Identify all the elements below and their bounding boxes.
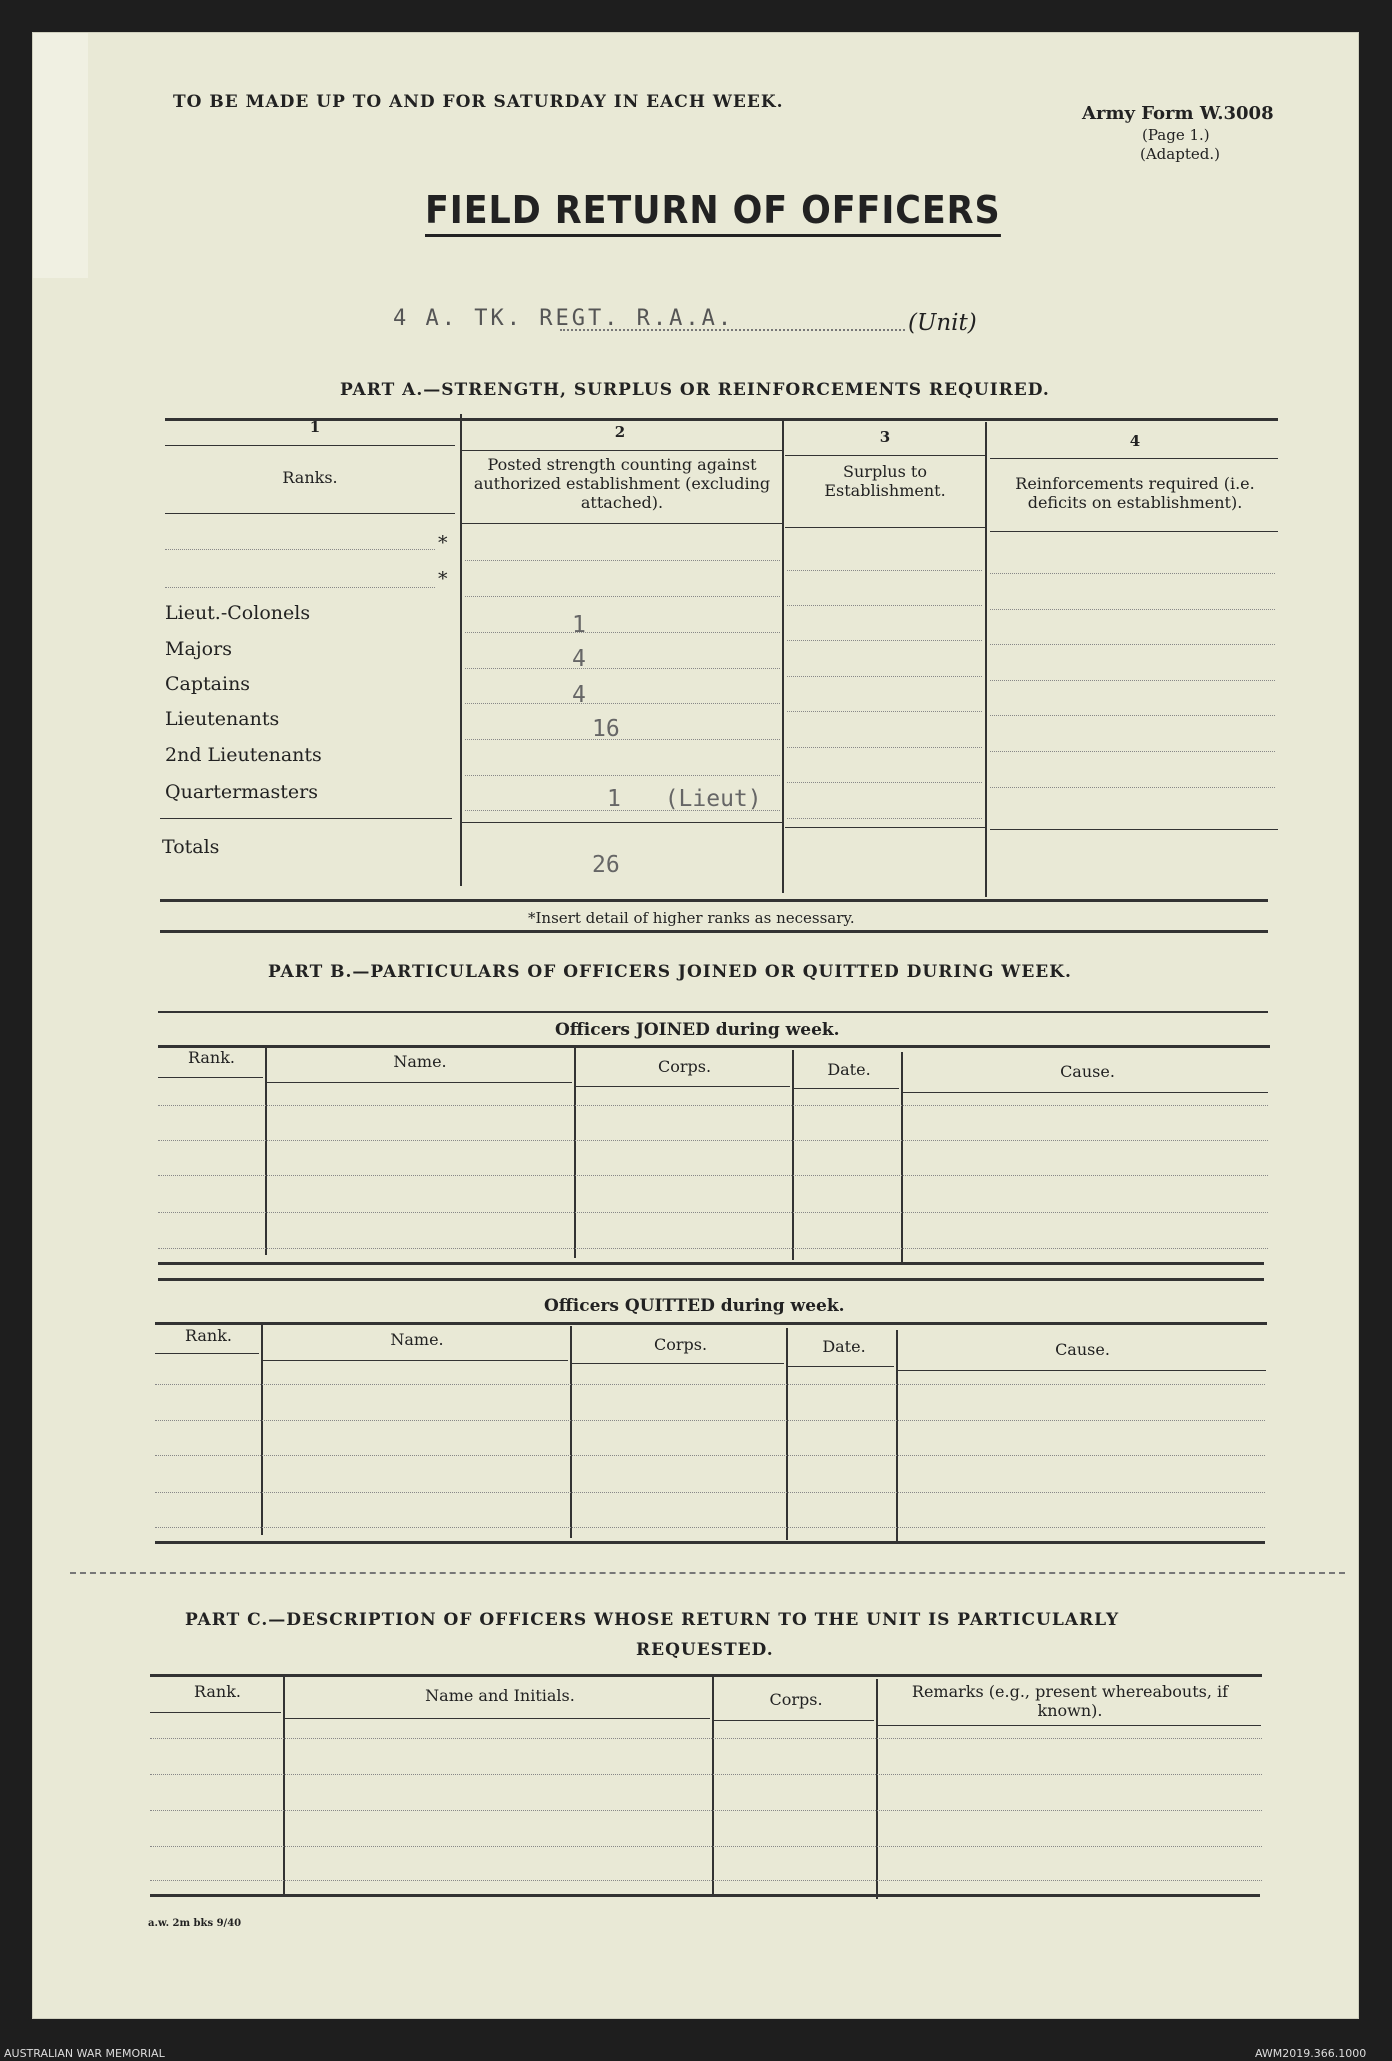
col-number-4: 4 xyxy=(1129,432,1141,450)
part-c-col-rank: Rank. xyxy=(193,1682,242,1701)
strength-majors: 4 xyxy=(572,646,586,672)
quitted-date-rule xyxy=(788,1366,894,1367)
rank-quartermasters: Quartermasters xyxy=(165,781,318,803)
part-c-row-4 xyxy=(150,1846,1262,1847)
asterisk-row-1-dots xyxy=(165,549,435,550)
totals-label: Totals xyxy=(162,836,220,858)
joined-row-4 xyxy=(158,1212,1268,1213)
paper-flap xyxy=(33,33,88,278)
part-c-name-rule xyxy=(285,1718,710,1719)
part-c-bottom-rule xyxy=(150,1894,1260,1897)
col3-dots-6 xyxy=(787,747,982,748)
col4-dots-1 xyxy=(990,573,1275,574)
quitted-row-1 xyxy=(155,1384,1265,1385)
col2-dots-3 xyxy=(465,632,780,633)
rank-2nd-lieutenants: 2nd Lieutenants xyxy=(165,744,322,766)
strength-lieut-colonels: 1 xyxy=(572,612,586,638)
header-reinforcements: Reinforcements required (i.e. deficits on establishment). xyxy=(1015,474,1255,512)
quitted-name-rule xyxy=(263,1360,568,1361)
joined-row-5 xyxy=(158,1248,1268,1249)
col2-header-rule xyxy=(462,523,782,524)
joined-vline-3 xyxy=(792,1050,794,1260)
joined-col-date: Date. xyxy=(827,1060,871,1079)
joined-header-rule xyxy=(158,1045,1270,1048)
part-a-vline-1 xyxy=(460,414,462,886)
col4-dots-3 xyxy=(990,644,1275,645)
col2-dots-7 xyxy=(465,775,780,776)
part-a-vline-2 xyxy=(782,418,784,893)
col2-number-rule xyxy=(462,450,782,451)
header-posted-strength: Posted strength counting against authorized establishment (excluding attached). xyxy=(473,455,771,512)
part-c-vline-3 xyxy=(876,1679,878,1899)
form-number: Army Form W.3008 xyxy=(1082,103,1274,124)
joined-col-name: Name. xyxy=(393,1052,447,1071)
col3-dots-5 xyxy=(787,711,982,712)
col2-dots-6 xyxy=(465,739,780,740)
quitted-vline-3 xyxy=(786,1328,788,1540)
col2-dots-8 xyxy=(465,810,780,811)
part-a-heading: PART A.—STRENGTH, SURPLUS OR REINFORCEMENTS REQUIRED. xyxy=(340,380,1050,400)
joined-date-rule xyxy=(794,1088,899,1089)
joined-title: Officers JOINED during week. xyxy=(555,1020,840,1040)
part-a-footnote: *Insert detail of higher ranks as necessary. xyxy=(528,909,855,927)
quitted-row-3 xyxy=(155,1455,1265,1456)
col4-dots-7 xyxy=(990,787,1275,788)
strength-lieutenants: 16 xyxy=(592,716,620,742)
quitted-col-corps: Corps. xyxy=(653,1335,708,1354)
quitted-rank-rule xyxy=(155,1353,259,1354)
quitted-row-4 xyxy=(155,1492,1265,1493)
part-c-row-3 xyxy=(150,1810,1262,1811)
page-title: FIELD RETURN OF OFFICERS xyxy=(425,188,1001,237)
quitted-col-date: Date. xyxy=(822,1337,866,1356)
col1-number-rule xyxy=(165,445,455,446)
asterisk-row-2: * xyxy=(438,568,448,590)
col4-dots-6 xyxy=(990,751,1275,752)
col-number-3: 3 xyxy=(879,428,891,446)
part-a-top-rule xyxy=(165,418,1278,421)
rank-majors: Majors xyxy=(165,638,232,660)
print-code: a.w. 2m bks 9/40 xyxy=(148,1918,242,1929)
quitted-vline-1 xyxy=(261,1323,263,1535)
col3-totals-rule xyxy=(785,827,985,828)
asterisk-row-1: * xyxy=(438,532,448,554)
col2-dots-5 xyxy=(465,703,780,704)
tear-off-line xyxy=(70,1572,1345,1574)
joined-row-1 xyxy=(158,1105,1268,1106)
part-c-corps-rule xyxy=(714,1720,874,1721)
col3-dots-4 xyxy=(787,676,982,677)
totals-value: 26 xyxy=(592,852,620,878)
col3-header-rule xyxy=(785,527,985,528)
rank-lieut-colonels: Lieut.-Colonels xyxy=(165,602,311,624)
col2-totals-rule xyxy=(462,822,782,823)
part-c-row-2 xyxy=(150,1774,1262,1775)
quitted-cause-rule xyxy=(898,1370,1266,1371)
quitted-col-rank: Rank. xyxy=(184,1326,233,1345)
joined-col-cause: Cause. xyxy=(1060,1062,1115,1081)
part-a-vline-3 xyxy=(985,422,987,897)
quitted-header-rule xyxy=(155,1322,1267,1325)
quitted-col-name: Name. xyxy=(390,1330,444,1349)
joined-row-2 xyxy=(158,1140,1268,1141)
joined-rank-rule xyxy=(158,1077,263,1078)
joined-corps-rule xyxy=(576,1086,790,1087)
quitted-corps-rule xyxy=(572,1363,784,1364)
unit-label: (Unit) xyxy=(908,310,977,336)
col4-dots-4 xyxy=(990,680,1275,681)
part-a-bottom-rule xyxy=(160,899,1268,902)
unit-dotted-line xyxy=(560,329,905,331)
col2-dots-4 xyxy=(465,668,780,669)
col-number-1: 1 xyxy=(309,418,321,436)
part-c-vline-2 xyxy=(712,1677,714,1897)
col1-totals-rule xyxy=(160,818,452,819)
part-c-heading-line2: REQUESTED. xyxy=(636,1640,774,1660)
col3-dots-8 xyxy=(787,818,982,819)
header-note: TO BE MADE UP TO AND FOR SATURDAY IN EACH WEEK. xyxy=(173,92,784,112)
part-b-top-rule xyxy=(160,930,1268,933)
part-c-col-name: Name and Initials. xyxy=(425,1686,575,1705)
col3-dots-2 xyxy=(787,605,982,606)
asterisk-row-2-dots xyxy=(165,587,435,588)
adapted-note: (Adapted.) xyxy=(1140,145,1220,163)
joined-title-top-rule xyxy=(158,1011,1268,1013)
joined-cause-rule xyxy=(903,1092,1268,1093)
joined-row-3 xyxy=(158,1175,1268,1176)
credit-left: AUSTRALIAN WAR MEMORIAL xyxy=(4,2047,165,2060)
header-ranks: Ranks. xyxy=(282,468,338,487)
part-c-remarks-rule xyxy=(878,1725,1261,1726)
quitted-vline-4 xyxy=(896,1330,898,1542)
part-c-heading-line1: PART C.—DESCRIPTION OF OFFICERS WHOSE RETURN TO THE UNIT IS PARTICULARLY xyxy=(185,1610,1120,1630)
quitted-row-2 xyxy=(155,1420,1265,1421)
col4-dots-5 xyxy=(990,715,1275,716)
col2-dots-2 xyxy=(465,596,780,597)
joined-name-rule xyxy=(267,1082,572,1083)
joined-col-corps: Corps. xyxy=(657,1057,712,1076)
unit-value: 4 A. TK. REGT. R.A.A. xyxy=(393,306,735,331)
col4-dots-2 xyxy=(990,609,1275,610)
joined-vline-4 xyxy=(901,1052,903,1262)
header-surplus: Surplus to Establishment. xyxy=(824,462,946,500)
quitted-row-5 xyxy=(155,1527,1265,1528)
col-number-2: 2 xyxy=(614,423,626,441)
page-number: (Page 1.) xyxy=(1142,126,1210,144)
strength-quartermasters: 1 (Lieut) xyxy=(607,786,762,812)
joined-bottom-rule xyxy=(158,1262,1264,1265)
part-c-top-rule xyxy=(150,1674,1262,1677)
rank-lieutenants: Lieutenants xyxy=(165,708,280,730)
quitted-col-cause: Cause. xyxy=(1055,1340,1110,1359)
rank-captains: Captains xyxy=(165,673,251,695)
quitted-top-rule xyxy=(158,1278,1264,1281)
col3-dots-7 xyxy=(787,782,982,783)
joined-col-rank: Rank. xyxy=(187,1048,236,1067)
col3-dots-3 xyxy=(787,640,982,641)
col4-totals-rule xyxy=(990,829,1278,830)
quitted-title: Officers QUITTED during week. xyxy=(544,1296,845,1316)
part-c-rank-rule xyxy=(150,1712,281,1713)
credit-right: AWM2019.366.1000 xyxy=(1255,2047,1367,2060)
col4-header-rule xyxy=(990,531,1278,532)
col2-dots-1 xyxy=(465,560,780,561)
part-c-vline-1 xyxy=(283,1675,285,1895)
quitted-bottom-rule xyxy=(155,1541,1265,1544)
joined-vline-2 xyxy=(574,1048,576,1258)
col1-header-rule xyxy=(165,513,455,514)
joined-vline-1 xyxy=(265,1045,267,1255)
part-c-row-1 xyxy=(150,1738,1262,1739)
col3-number-rule xyxy=(785,455,985,456)
part-c-row-5 xyxy=(150,1880,1262,1881)
part-c-col-remarks: Remarks (e.g., present whereabouts, if known). xyxy=(911,1682,1229,1720)
strength-captains: 4 xyxy=(572,682,586,708)
part-c-col-corps: Corps. xyxy=(769,1690,823,1709)
part-b-heading: PART B.—PARTICULARS OF OFFICERS JOINED OR QUITTED DURING WEEK. xyxy=(268,962,1072,982)
col3-dots-1 xyxy=(787,570,982,571)
quitted-vline-2 xyxy=(570,1326,572,1538)
col4-number-rule xyxy=(990,458,1278,459)
